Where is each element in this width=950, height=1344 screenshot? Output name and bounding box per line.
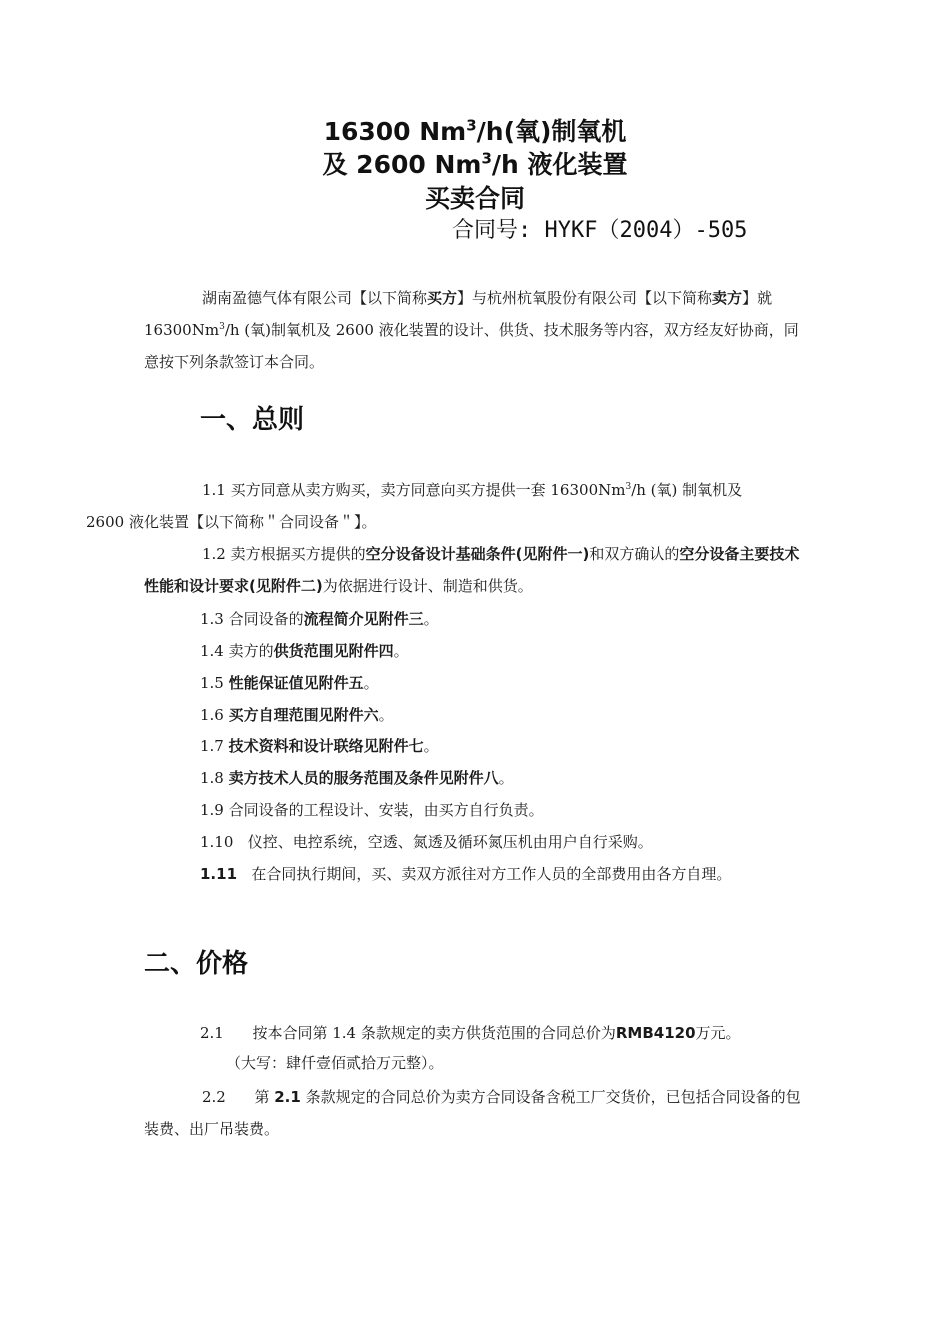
clause-1-2: 1.2 卖方根据买方提供的空分设备设计基础条件(见附件一)和双方确认的空分设备主要技术性能和设计要求(见附件二)为依据进行设计、制造和供货。 — [144, 545, 800, 595]
clause-1-8: 1.8 卖方技术人员的服务范围及条件见附件八。 — [200, 769, 514, 787]
title-line-2: 及 2600 Nm$^3$/h 液化装置 — [322, 149, 628, 179]
intro-paragraph: 湖南盈德气体有限公司【以下简称买方】与杭州杭氧股份有限公司【以下简称卖方】就 16300Nm$^3$/h (氧)制氧机及 2600 液化装置的设计、供货、技术服务等内容，双方经友好协商，同意按下列条款签订本合同。 — [144, 289, 799, 371]
section-2-heading: 二、价格 — [144, 949, 249, 979]
contract-number: 合同号: HYKF（2004）-505 — [452, 218, 748, 243]
clause-2-2: 2.2 第 2.1 条款规定的合同总价为卖方合同设备含税工厂交货价，已包括合同设备的包装费、出厂吊装费。 — [144, 1088, 801, 1138]
clause-1-9: 1.9 合同设备的工程设计、安装，由买方自行负责。 — [200, 801, 544, 819]
clause-1-3: 1.3 合同设备的流程简介见附件三。 — [200, 610, 439, 628]
clause-1-4: 1.4 卖方的供货范围见附件四。 — [200, 642, 409, 660]
clause-1-1: 1.1 买方同意从卖方购买，卖方同意向买方提供一套 16300Nm$^3$/h (氧) 制氧机及 2600 液化装置【以下简称＂合同设备＂】。 — [86, 481, 743, 531]
clause-1-5: 1.5 性能保证值见附件五。 — [200, 674, 379, 692]
title-line-1: 16300 Nm$^3$/h(氧)制氧机 — [323, 116, 627, 146]
clause-1-6: 1.6 买方自理范围见附件六。 — [200, 706, 394, 724]
section-1-heading: 一、总则 — [200, 405, 305, 435]
clause-1-10: 1.10 仪控、电控系统，空透、氮透及循环氮压机由用户自行采购。 — [200, 833, 653, 851]
clause-2-1: 2.1 按本合同第 1.4 条款规定的卖方供货范围的合同总价为RMB4120万元。 — [200, 1024, 741, 1042]
clause-2-1-amount-words: （大写：肆仟壹佰贰拾万元整）。 — [226, 1054, 444, 1072]
clause-1-11: 1.11 在合同执行期间，买、卖双方派往对方工作人员的全部费用由各方自理。 — [200, 865, 732, 883]
clause-1-7: 1.7 技术资料和设计联络见附件七。 — [200, 737, 439, 755]
title-line-3: 买卖合同 — [424, 184, 525, 213]
